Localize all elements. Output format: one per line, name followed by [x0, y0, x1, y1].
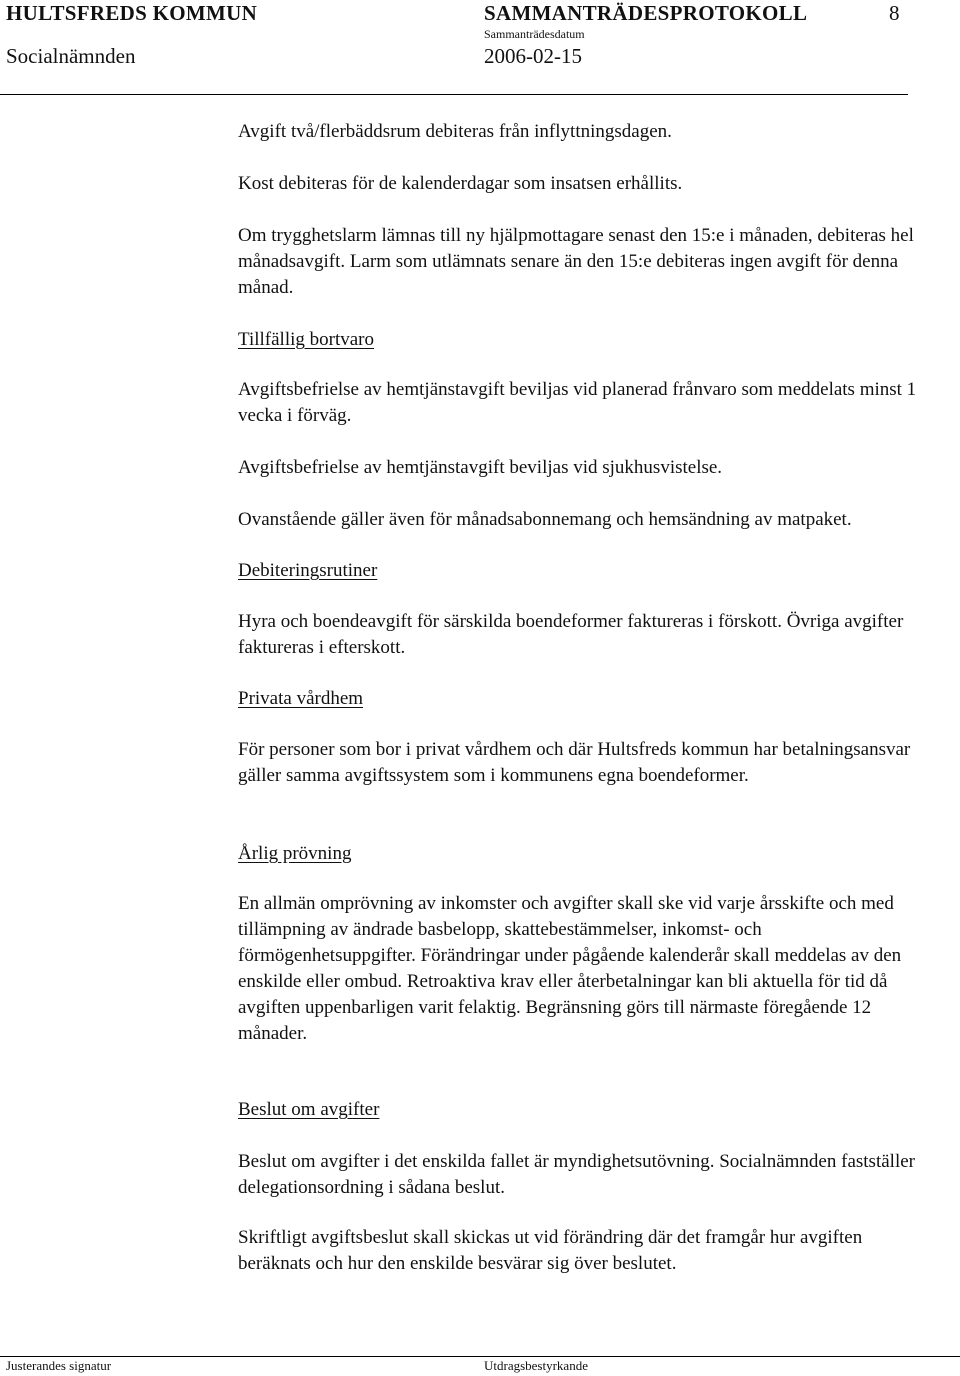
paragraph-double-room-fee: Avgift två/flerbäddsrum debiteras från inflyttningsdagen.: [238, 121, 672, 142]
heading-fee-decisions: Beslut om avgifter: [238, 1099, 380, 1120]
paragraph-billing: Hyra och boendeavgift för särskilda boendeformer faktureras i förskott. Övriga avgifter faktureras i efterskott.: [238, 611, 904, 658]
document-type: SAMMANTRÄDESPROTOKOLL: [484, 1, 808, 25]
certification-label: Utdragsbestyrkande: [484, 1358, 588, 1373]
heading-private-care-homes: Privata vårdhem: [238, 688, 364, 709]
meeting-date-label: Sammanträdesdatum: [484, 27, 585, 41]
page-number: 8: [889, 1, 900, 25]
paragraph-private-care-homes: För personer som bor i privat vårdhem och där Hultsfreds kommun har betalningsansvar gäller samma avgiftssystem som i kommunens egna boendeformer.: [238, 739, 911, 786]
signature-label: Justerandes signatur: [6, 1358, 112, 1373]
footer-divider: [0, 1356, 960, 1357]
organization-name: HULTSFREDS KOMMUN: [6, 1, 258, 25]
paragraph-written-decision: Skriftligt avgiftsbeslut skall skickas ut vid förändring där det framgår hur avgiften beräknats och hur den enskilde besvärar sig över beslutet.: [238, 1227, 863, 1274]
paragraph-fee-decisions: Beslut om avgifter i det enskilda fallet är myndighetsutövning. Socialnämnden fastställer delegationsordning i sådana beslut.: [238, 1151, 915, 1198]
paragraph-annual-review: En allmän omprövning av inkomster och avgifter skall ske vid varje årsskifte och med tillämpning av ändrade basbelopp, skattebestämmelser, inkomst- och förmögenhetsuppgifter. Förändringar under pågående kalenderår skall meddelas av den enskilde eller ombud. Retroaktiva krav eller återbetalningar kan bli aktuella för tid då avgiften uppenbarligen varit felaktig. Begränsning görs till närmaste föregående 12 månader.: [238, 893, 902, 1044]
paragraph-meal-subscription: Ovanstående gäller även för månadsabonnemang och hemsändning av matpaket.: [238, 509, 852, 530]
paragraph-meal-charge: Kost debiteras för de kalenderdagar som insatsen erhållits.: [238, 173, 683, 194]
header-divider: [0, 94, 908, 95]
heading-annual-review: Årlig prövning: [238, 843, 352, 864]
paragraph-hospital-stay: Avgiftsbefrielse av hemtjänstavgift beviljas vid sjukhusvistelse.: [238, 457, 723, 478]
paragraph-planned-absence: Avgiftsbefrielse av hemtjänstavgift beviljas vid planerad frånvaro som meddelats minst 1 vecka i förväg.: [238, 379, 917, 426]
committee-name: Socialnämnden: [6, 44, 136, 68]
heading-temporary-absence: Tillfällig bortvaro: [238, 329, 374, 350]
heading-billing-routines: Debiteringsrutiner: [238, 560, 378, 581]
paragraph-safety-alarm: Om trygghetslarm lämnas till ny hjälpmottagare senast den 15:e i månaden, debiteras hel månadsavgift. Larm som utlämnats senare än den 15:e debiteras ingen avgift för denna månad.: [238, 225, 914, 298]
meeting-date: 2006-02-15: [484, 44, 582, 68]
